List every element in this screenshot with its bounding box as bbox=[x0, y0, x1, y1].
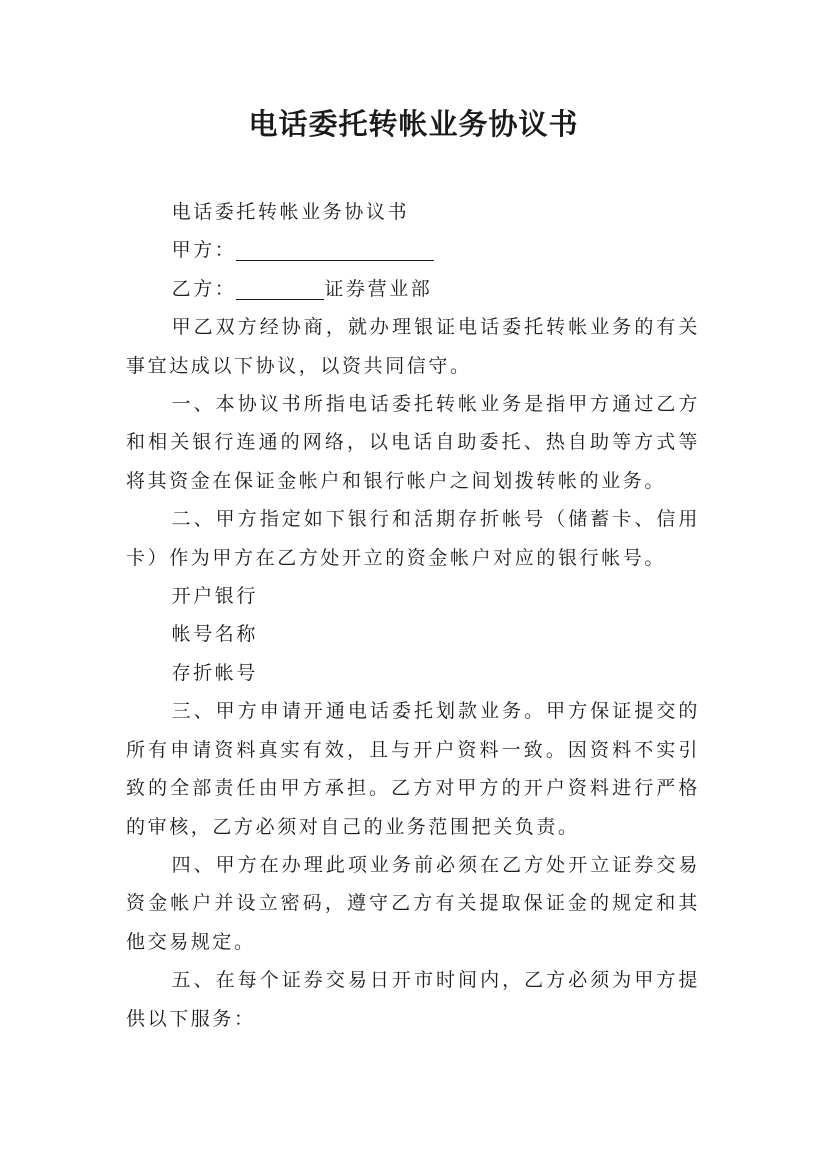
field-passbook: 存折帐号 bbox=[171, 661, 258, 684]
clause-4: 四、甲方在办理此项业务前必须在乙方处开立证券交易资金帐户并设立密码，遵守乙方有关提取保证金的规定和其他交易规定。 bbox=[126, 853, 700, 953]
party-b-label: 乙方： bbox=[171, 277, 237, 300]
party-a-blank bbox=[236, 240, 434, 261]
clause-5: 五、在每个证券交易日开市时间内，乙方必须为甲方提供以下服务： bbox=[126, 969, 700, 1030]
document-body bbox=[126, 193, 700, 1038]
clause-2: 二、甲方指定如下银行和活期存折帐号（储蓄卡、信用卡）作为甲方在乙方处开立的资金帐户对应的银行帐号。 bbox=[126, 508, 700, 569]
field-bank: 开户银行 bbox=[171, 585, 258, 608]
party-a-line bbox=[126, 231, 700, 269]
party-b-suffix: 证券营业部 bbox=[324, 277, 433, 300]
intro-paragraph: 甲乙双方经协商，就办理银证电话委托转帐业务的有关事宜达成以下协议，以资共同信守。 bbox=[126, 316, 700, 377]
document-title: 电话委托转帐业务协议书 bbox=[248, 107, 579, 141]
clause-1: 一、本协议书所指电话委托转帐业务是指甲方通过乙方和相关银行连通的网络，以电话自助委托、热自助等方式等将其资金在保证金帐户和银行帐户之间划拨转帐的业务。 bbox=[126, 393, 700, 492]
clause-3: 三、甲方申请开通电话委托划款业务。甲方保证提交的所有申请资料真实有效，且与开户资料一致。因资料不实引致的全部责任由甲方承担。乙方对甲方的开户资料进行严格的审核，乙方必须对自己的业务范围把关负责。 bbox=[126, 700, 700, 838]
field-account-name: 帐号名称 bbox=[171, 623, 258, 646]
agreement-heading: 电话委托转帐业务协议书 bbox=[171, 201, 410, 223]
party-b-blank bbox=[236, 279, 324, 300]
party-b-line bbox=[126, 270, 700, 308]
party-a-label: 甲方： bbox=[171, 239, 237, 262]
